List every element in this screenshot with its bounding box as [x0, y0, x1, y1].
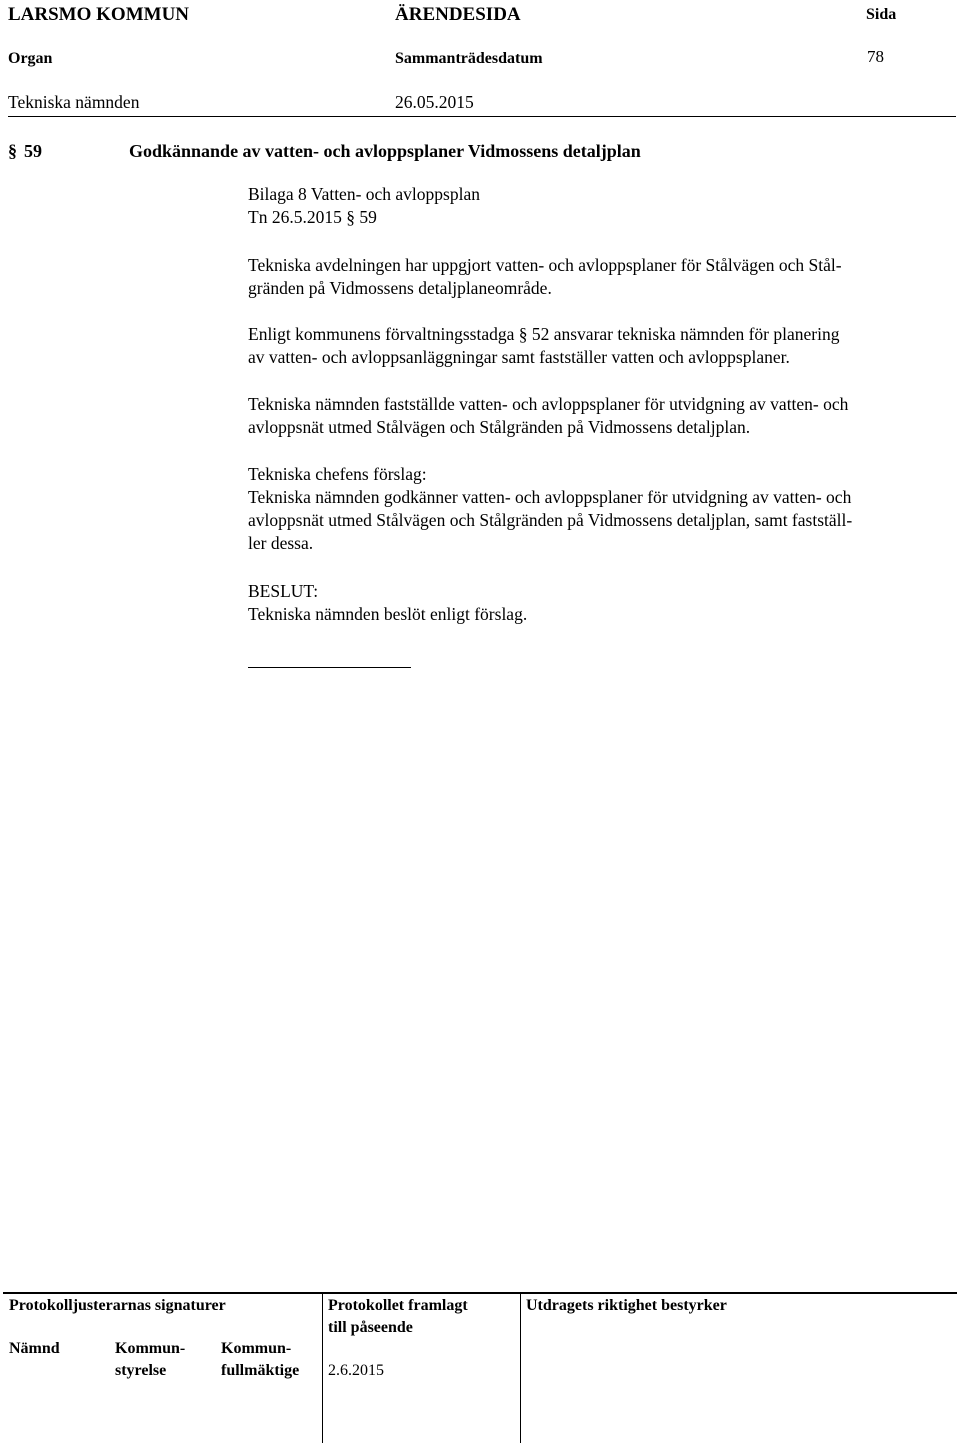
decision-label: BESLUT:: [248, 581, 319, 601]
label-line: styrelse: [115, 1362, 167, 1379]
footer-signature-table: [3, 1292, 957, 1443]
municipality-name: LARSMO KOMMUN: [8, 4, 190, 25]
footer-top-border: [3, 1292, 957, 1294]
attachment-line: Tn 26.5.2015 § 59: [248, 207, 377, 227]
paragraph-previous-decision: [248, 393, 953, 439]
section-sign: §: [8, 141, 17, 161]
decision-text: Tekniska nämnden beslöt enligt förslag.: [248, 604, 528, 624]
proposal-section: [248, 463, 953, 555]
document-type: ÄRENDESIDA: [395, 4, 521, 25]
end-rule: [248, 667, 411, 668]
signature-kommunstyrelse: [115, 1338, 185, 1382]
attachment-line: Bilaga 8 Vatten- och avloppsplan: [248, 184, 480, 204]
text-line: ler dessa.: [248, 533, 314, 553]
signature-nämnd: Nämnd: [9, 1340, 60, 1357]
text-line: gränden på Vidmossens detaljplaneområde.: [248, 278, 552, 298]
label-line: Kommun-: [115, 1340, 186, 1357]
text-line: Tekniska nämnden fastställde vatten- och avloppsplaner för utvidgning av vatten- och: [248, 394, 849, 414]
label-line: till påseende: [328, 1319, 413, 1336]
organ-value: Tekniska nämnden: [8, 92, 140, 112]
protocol-presented: [328, 1295, 468, 1339]
item-number: 59: [24, 141, 42, 161]
page-number: 78: [867, 47, 884, 66]
organ-label: Organ: [8, 50, 53, 67]
text-line: Enligt kommunens förvaltningsstadga § 52 ansvarar tekniska nämnden för planering: [248, 324, 840, 344]
meeting-date-value: 26.05.2015: [395, 92, 474, 112]
text-line: Tekniska nämnden godkänner vatten- och avloppsplaner för utvidgning av vatten- och: [248, 487, 852, 507]
header-divider: [8, 116, 956, 117]
text-line: av vatten- och avloppsanläggningar samt fastställer vatten och avloppsplaner.: [248, 347, 790, 367]
footer-divider: [322, 1292, 323, 1443]
text-line: avloppsnät utmed Stålvägen och Stålgränden på Vidmossens detaljplan.: [248, 417, 751, 437]
signatures-label: Protokolljusterarnas signaturer: [9, 1297, 226, 1314]
label-line: fullmäktige: [221, 1362, 300, 1379]
certified-label: Utdragets riktighet bestyrker: [526, 1297, 727, 1314]
signature-kommunfullmäktige: [221, 1338, 299, 1382]
paragraph-regulation: [248, 323, 953, 369]
text-line: Tekniska avdelningen har uppgjort vatten- och avloppsplaner för Stålvägen och Stål-: [248, 255, 842, 275]
label-line: Kommun-: [221, 1340, 292, 1357]
footer-divider: [520, 1292, 521, 1443]
decision-section: [248, 580, 953, 626]
label-line: Protokollet framlagt: [328, 1297, 468, 1314]
meeting-date-label: Sammanträdesdatum: [395, 50, 543, 67]
attachment-reference: [248, 183, 953, 229]
item-title: Godkännande av vatten- och avloppsplaner Vidmossens detaljplan: [129, 141, 641, 161]
presented-date: 2.6.2015: [328, 1362, 384, 1379]
paragraph-background: [248, 254, 953, 300]
text-line: avloppsnät utmed Stålvägen och Stålgränden på Vidmossens detaljplan, samt fastställ-: [248, 510, 853, 530]
page-label: Sida: [866, 6, 897, 23]
proposal-heading: Tekniska chefens förslag:: [248, 464, 427, 484]
